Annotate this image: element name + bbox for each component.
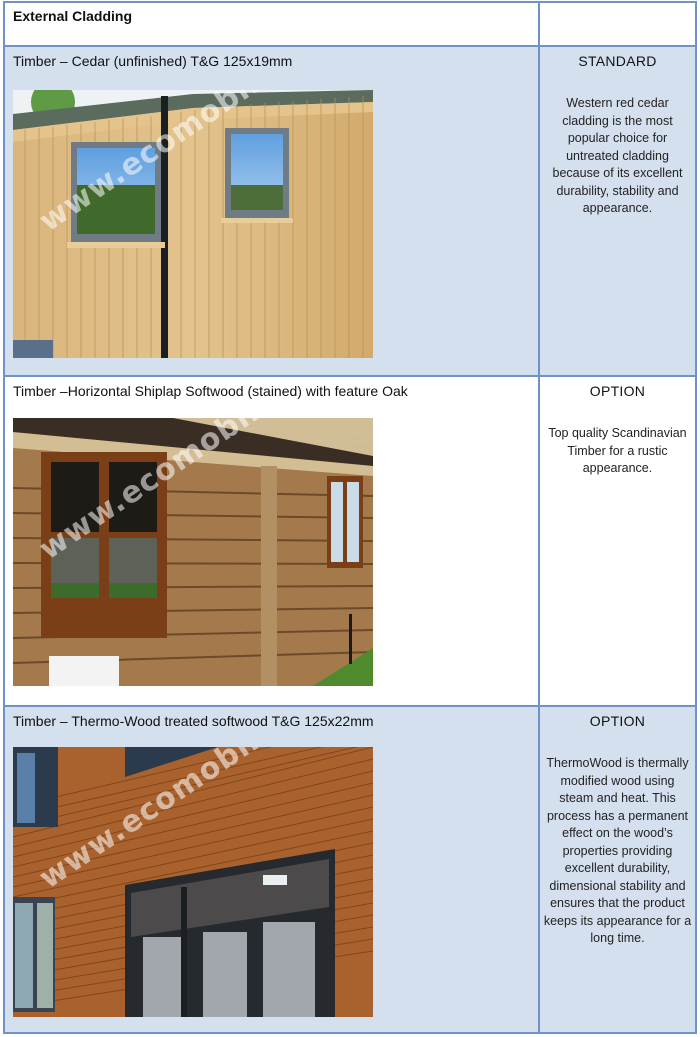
item-title: Timber –Horizontal Shiplap Softwood (stained) with feature Oak [13, 383, 408, 399]
item-cell [5, 707, 540, 1032]
item-description: Western red cedar cladding is the most popular choice for untreated cladding because of its excellent durability, stability and appearance. [552, 96, 683, 215]
item-description: ThermoWood is thermally modified wood using steam and heat. This process has a permanent effect on the wood’s properties providing excellent durability, dimensional stability and ensures that the product keeps its appearance for a long time. [543, 756, 692, 945]
item-description: Top quality Scandinavian Timber for a rustic appearance. [548, 426, 687, 475]
cladding-table [3, 1, 697, 1034]
status-cell [540, 377, 695, 705]
table-header-row [5, 3, 695, 47]
status-badge: STANDARD [578, 53, 657, 69]
section-title: External Cladding [13, 8, 133, 24]
item-title: Timber – Cedar (unfinished) T&G 125x19mm [13, 53, 293, 69]
header-cell-right [540, 3, 695, 45]
status-cell [540, 707, 695, 1032]
status-badge: OPTION [589, 713, 646, 729]
table-row [5, 377, 695, 707]
table-row [5, 47, 695, 377]
item-title: Timber – Thermo-Wood treated softwood T&G 125x22mm [13, 713, 374, 729]
item-cell [5, 377, 540, 705]
header-cell-left [5, 3, 540, 45]
status-cell [540, 47, 695, 375]
table-row [5, 707, 695, 1032]
cedar-cladding-photo [13, 90, 373, 358]
status-badge: OPTION [589, 383, 646, 399]
thermowood-cladding-photo [13, 747, 373, 1017]
shiplap-cladding-photo [13, 418, 373, 686]
item-cell [5, 47, 540, 375]
